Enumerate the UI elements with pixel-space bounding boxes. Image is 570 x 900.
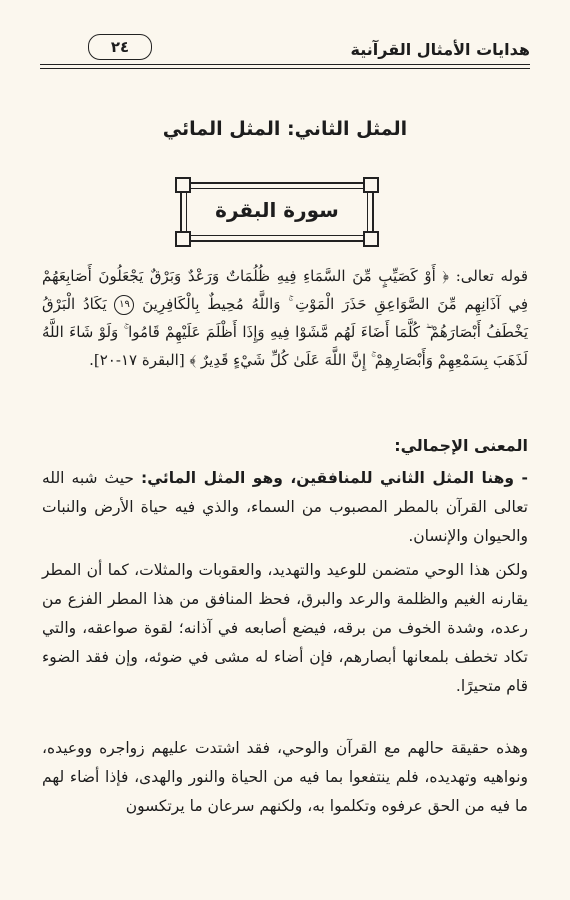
running-title: هدايات الأمثال القرآنية [350,40,530,59]
paragraph-1-body: حيث شبه الله تعالى القرآن بالمطر المصبوب من السماء، والذي فيه حياة الأرض والنبات والحيوان والإنسان. [42,469,528,545]
frame-corner-ornament [175,231,191,247]
verse-reference: [البقرة ١٧-٢٠]. [89,351,185,369]
verse-part-2: يَكَادُ الْبَرْقُ يَخْطَفُ أَبْصَارَهُمْ ۖ كُلَّمَا أَضَاءَ لَهُم مَّشَوْا فِيهِ وَإِذَا أَظْلَمَ عَلَيْهِمْ قَامُوا ۚ وَلَوْ شَاءَ اللَّهُ لَذَهَبَ بِسَمْعِهِمْ وَأَبْصَارِهِمْ ۚ إِنَّ اللَّهَ عَلَىٰ كُلِّ شَيْءٍ قَدِيرٌ [42,295,528,369]
page-header [40,34,530,70]
surah-name: سورة البقرة [215,198,339,222]
ayah-number-marker: ١٩ [114,295,134,315]
frame-corner-ornament [175,177,191,193]
header-rule-thin [40,68,530,69]
verse-part-1: أَوْ كَصَيِّبٍ مِّنَ السَّمَاءِ فِيهِ ظُلُمَاتٌ وَرَعْدٌ وَبَرْقٌ يَجْعَلُونَ أَصَابِعَهُمْ فِي آذَانِهِم مِّنَ الصَّوَاعِقِ حَذَرَ الْمَوْتِ ۚ وَاللَّهُ مُحِيطٌ بِالْكَافِرِينَ [42,267,528,313]
verse-block [42,262,528,374]
paragraph-2: ولكن هذا الوحي متضمن للوعيد والتهديد، والعقوبات والمثلات، كما أن المطر يقارنه الغيم والظلمة والرعد والبرق، فحظ المنافق من هذا المطر الفزع من رعده، وشدة الخوف من برقه، فيضع أصابعه في آذانه؛ لقوة صواعقه، والتي تكاد تخطف بلمعانها أبصارهم، فإن أضاء له مشى في ضوئه، وإن فقد الضوء قام متحيرًا. [42,561,528,695]
paragraph-3: وهذه حقيقة حالهم مع القرآن والوحي، فقد اشتدت عليهم زواجره ووعيده، ونواهيه وتهديده، فلم ينتفعوا بما فيه من الحياة والنور والهدى، فإذا أضاء لهم ما فيه من الحق عرفوه وتكلموا به، ولكنهم سرعان ما يرتكسون [42,739,528,815]
frame-corner-ornament [363,231,379,247]
header-rule [40,64,530,65]
verse-intro: قوله تعالى: ﴿ [442,267,528,285]
subheading-general-meaning: المعنى الإجمالي: [394,436,528,455]
verse-close: ﴾ [189,351,197,369]
section-title: المثل الثاني: المثل المائي [162,118,408,140]
frame-corner-ornament [363,177,379,193]
page-number: ٢٤ [88,34,152,60]
surah-frame [180,182,374,242]
paragraph-1-lead: - وهنا المثل الثاني للمنافقين، وهو المثل المائي: [141,469,528,487]
paragraph-1 [42,464,528,551]
